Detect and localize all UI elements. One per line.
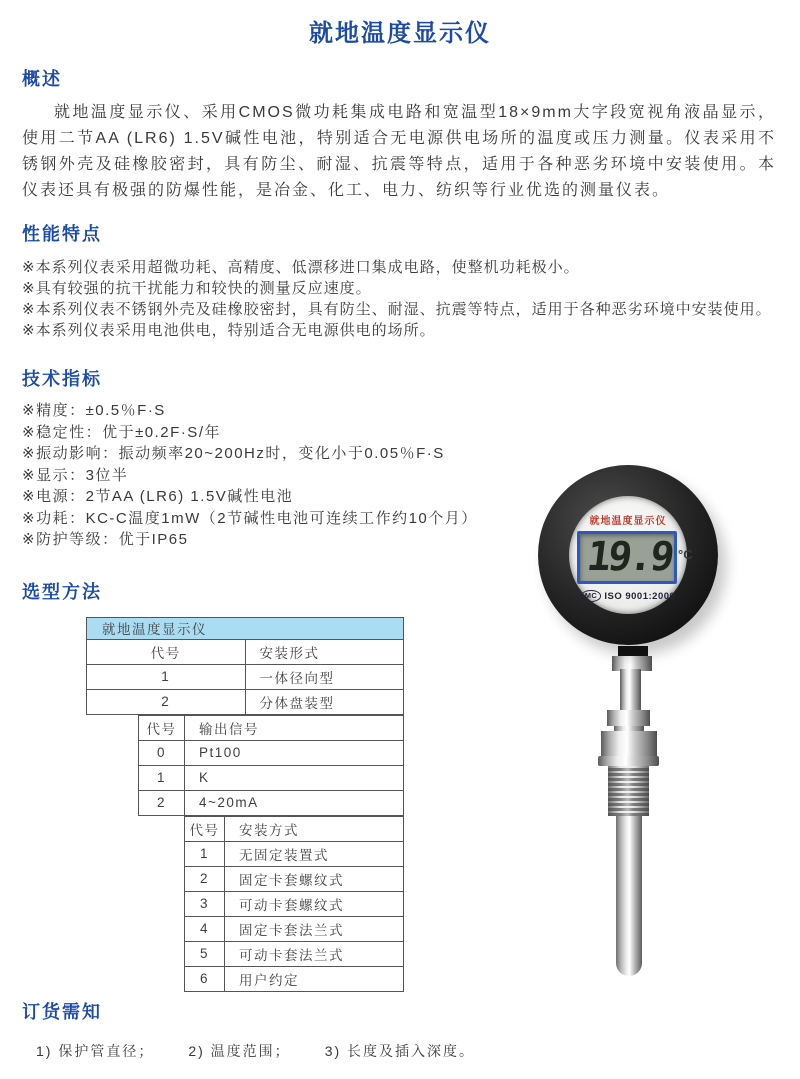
ordering-item: 3) 长度及插入深度。 bbox=[324, 1042, 476, 1059]
label-cell: 4~20mA bbox=[185, 790, 404, 815]
table-row bbox=[87, 689, 404, 714]
ordering-item: 1) 保护管直径； bbox=[36, 1042, 155, 1059]
label-cell: 可动卡套螺纹式 bbox=[225, 891, 404, 916]
spec-item: ※功耗：KC-C温度1mW（2节碱性电池可连续工作约10个月） bbox=[22, 509, 478, 527]
code-header-cell: 代号 bbox=[139, 715, 185, 740]
code-cell: 1 bbox=[139, 765, 185, 790]
code-cell: 2 bbox=[185, 866, 225, 891]
code-cell: 1 bbox=[87, 664, 246, 689]
selection-table-level3 bbox=[184, 816, 404, 992]
mounting-collar bbox=[598, 756, 659, 766]
table-row bbox=[185, 866, 404, 891]
label-cell: Pt100 bbox=[185, 740, 404, 765]
label-cell: K bbox=[185, 765, 404, 790]
gauge-face-title: 就地温度显示仪 bbox=[589, 516, 667, 527]
code-cell: 2 bbox=[87, 689, 246, 714]
certification-line bbox=[569, 590, 687, 602]
features-list bbox=[22, 257, 792, 341]
code-cell: 1 bbox=[185, 841, 225, 866]
overview-paragraph: 就地温度显示仪、采用CMOS微功耗集成电路和宽温型18×9mm大字段宽视角液晶显示，使用二节AA (LR6) 1.5V碱性电池，特别适合无电源供电场所的温度或压力测量。仪表采用不锈钢外壳及硅橡胶密封，具有防尘、耐湿、抗震等特点，适用于各种恶劣环境中安装使用。本仪表还具有极强的防爆性能，是冶金、化工、电力、纺织等行业优选的测量仪表。 bbox=[22, 104, 776, 199]
label-cell: 可动卡套法兰式 bbox=[225, 941, 404, 966]
label-header-cell: 输出信号 bbox=[185, 715, 404, 740]
table-header-row bbox=[87, 617, 404, 639]
temperature-probe bbox=[616, 816, 642, 976]
table-row bbox=[185, 841, 404, 866]
celsius-unit-label: °C bbox=[678, 547, 693, 562]
label-cell: 分体盘装型 bbox=[245, 689, 404, 714]
selection-heading: 选型方法 bbox=[22, 581, 102, 602]
large-hex-nut bbox=[601, 731, 657, 756]
feature-item: ※本系列仪表不锈钢外壳及硅橡胶密封，具有防尘、耐湿、抗震等特点，适用于各种恶劣环境中安装使用。 bbox=[22, 301, 772, 318]
code-cell: 0 bbox=[139, 740, 185, 765]
features-heading: 性能特点 bbox=[22, 224, 102, 244]
code-header-cell: 代号 bbox=[87, 639, 246, 664]
lcd-reading: 19.9 bbox=[583, 534, 674, 580]
table-row bbox=[185, 941, 404, 966]
mc-certification-icon: MC bbox=[581, 590, 602, 602]
code-cell: 4 bbox=[185, 916, 225, 941]
spec-item: ※精度：±0.5％F·S bbox=[22, 402, 166, 419]
specs-heading: 技术指标 bbox=[22, 369, 102, 389]
table-row bbox=[185, 916, 404, 941]
label-header-cell: 安装方式 bbox=[225, 816, 404, 841]
spec-item: ※防护等级：优于IP65 bbox=[22, 531, 189, 548]
feature-item: ※本系列仪表采用电池供电，特别适合无电源供电的场所。 bbox=[22, 322, 436, 339]
datasheet-page bbox=[0, 13, 800, 1061]
table-row bbox=[139, 740, 404, 765]
label-cell: 固定卡套螺纹式 bbox=[225, 866, 404, 891]
ordering-list bbox=[36, 1041, 800, 1061]
label-cell: 固定卡套法兰式 bbox=[225, 916, 404, 941]
code-cell: 3 bbox=[185, 891, 225, 916]
spec-item: ※振动影响：振动频率20~200Hz时，变化小于0.05％F·S bbox=[22, 445, 445, 462]
table-row bbox=[139, 790, 404, 815]
gauge-face bbox=[569, 496, 693, 614]
table-row bbox=[139, 765, 404, 790]
table-row bbox=[87, 664, 404, 689]
lcd-display bbox=[577, 531, 677, 584]
table-row bbox=[139, 715, 404, 740]
code-header-cell: 代号 bbox=[185, 816, 225, 841]
table-title-cell: 就地温度显示仪 bbox=[87, 617, 404, 639]
feature-item: ※本系列仪表采用超微功耗、高精度、低漂移进口集成电路，使整机功耗极小。 bbox=[22, 259, 580, 276]
gauge-bezel bbox=[538, 465, 718, 645]
section-overview bbox=[0, 65, 800, 204]
threaded-fitting bbox=[608, 766, 649, 816]
table-row bbox=[185, 816, 404, 841]
code-cell: 2 bbox=[139, 790, 185, 815]
table-row bbox=[87, 639, 404, 664]
overview-heading: 概述 bbox=[22, 69, 62, 89]
small-hex-nut bbox=[607, 710, 650, 726]
label-cell: 无固定装置式 bbox=[225, 841, 404, 866]
label-cell: 用户约定 bbox=[225, 966, 404, 991]
ordering-heading: 订货需知 bbox=[22, 1001, 102, 1022]
table-row bbox=[185, 966, 404, 991]
code-cell: 6 bbox=[185, 966, 225, 991]
spec-item: ※显示：3位半 bbox=[22, 466, 129, 484]
section-features bbox=[0, 220, 800, 341]
iso-certification-text: ISO 9001:2000 bbox=[604, 591, 676, 602]
code-cell: 5 bbox=[185, 941, 225, 966]
product-photo bbox=[518, 453, 750, 983]
label-header-cell: 安装形式 bbox=[245, 639, 404, 664]
probe-stem bbox=[620, 669, 641, 711]
section-ordering bbox=[0, 998, 800, 1061]
selection-table-level1 bbox=[86, 617, 404, 715]
spec-item: ※电源：2节AA (LR6) 1.5V碱性电池 bbox=[22, 488, 294, 505]
table-row bbox=[185, 891, 404, 916]
selection-table-level2 bbox=[138, 715, 404, 816]
page-title: 就地温度显示仪 bbox=[309, 20, 491, 47]
feature-item: ※具有较强的抗干扰能力和较快的测量反应速度。 bbox=[22, 280, 372, 297]
spec-item: ※稳定性：优于±0.2F·S/年 bbox=[22, 423, 221, 441]
ordering-item: 2) 温度范围； bbox=[188, 1042, 291, 1059]
label-cell: 一体径向型 bbox=[245, 664, 404, 689]
